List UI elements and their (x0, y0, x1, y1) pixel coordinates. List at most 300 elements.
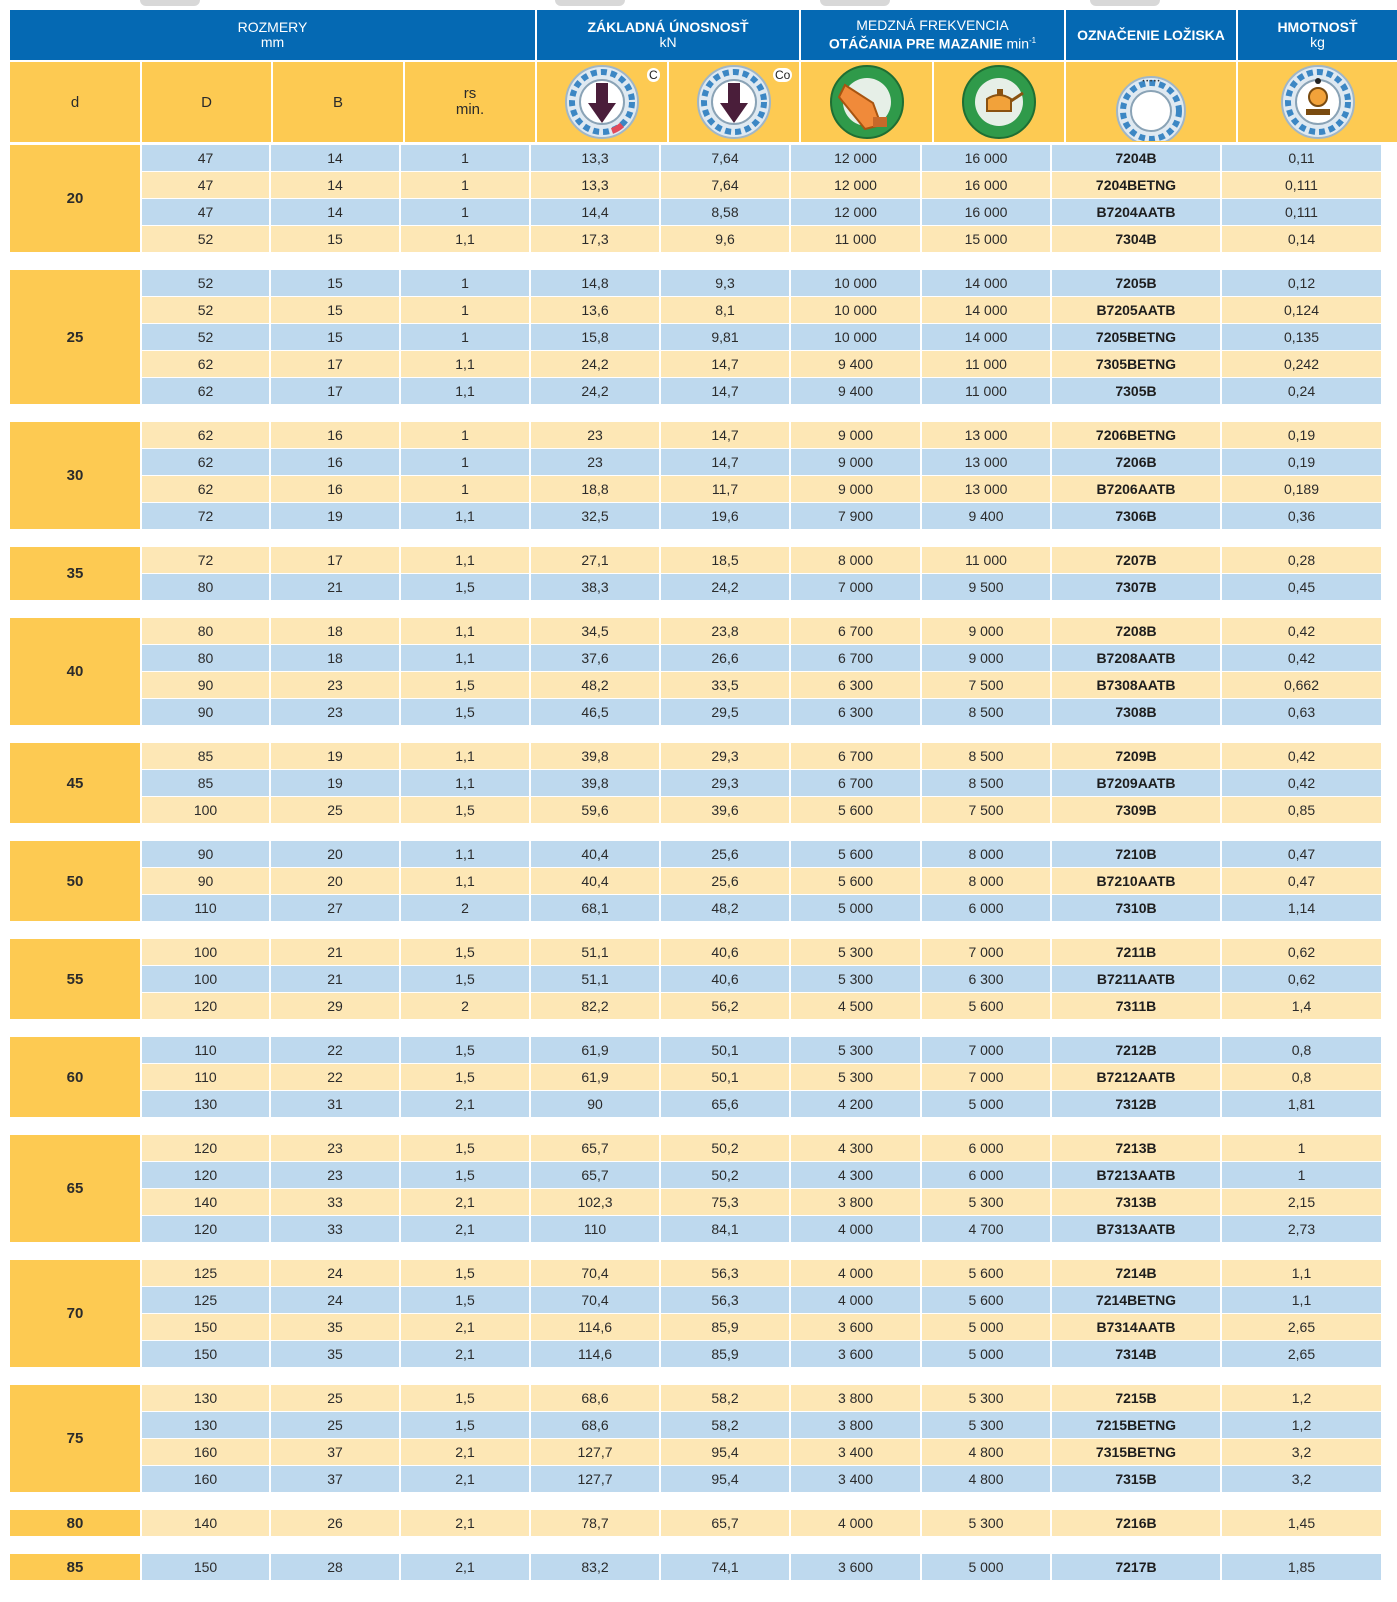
cell-designation: B7213AATB (1052, 1162, 1222, 1188)
cell-grease-limit: 4 000 (791, 1216, 922, 1242)
table-row (142, 145, 1381, 171)
table-row (142, 503, 1381, 529)
cell-designation: 7216B (1052, 1510, 1222, 1536)
cell-grease-limit: 9 400 (791, 378, 922, 404)
cell-designation: 7312B (1052, 1091, 1222, 1117)
cell-designation: B7206AATB (1052, 476, 1222, 502)
table-row (142, 1135, 1381, 1161)
cell-designation: 7308B (1052, 699, 1222, 725)
cell-co: 50,2 (661, 1135, 791, 1161)
cell-designation: 7211B (1052, 939, 1222, 965)
cell-c: 110 (531, 1216, 661, 1242)
group-d-cell: 45 (10, 743, 140, 823)
cell-D: 90 (142, 841, 271, 867)
bearing-dynamic-load-icon (560, 63, 644, 141)
cell-co: 25,6 (661, 868, 791, 894)
cell-designation: 7311B (1052, 993, 1222, 1019)
header-frekvencia-line2: OTÁČANIA PRE MAZANIE (828, 35, 1003, 52)
cell-co: 8,1 (661, 297, 791, 323)
table-row (142, 1064, 1381, 1090)
cell-c: 68,6 (531, 1412, 661, 1438)
cell-c: 13,3 (531, 172, 661, 198)
table-row (142, 422, 1381, 448)
table-row (142, 618, 1381, 644)
cell-designation: 7209B (1052, 743, 1222, 769)
cell-co: 40,6 (661, 939, 791, 965)
cell-weight: 3,2 (1222, 1439, 1381, 1465)
cell-designation: B7204AATB (1052, 199, 1222, 225)
cell-rs: 1,5 (401, 1287, 531, 1313)
cell-co: 40,6 (661, 966, 791, 992)
cell-D: 47 (142, 172, 271, 198)
cell-oil-limit: 13 000 (922, 449, 1052, 475)
cell-B: 17 (271, 378, 401, 404)
cell-c: 38,3 (531, 574, 661, 600)
cell-oil-limit: 5 600 (922, 993, 1052, 1019)
cell-designation: B7210AATB (1052, 868, 1222, 894)
cell-c: 27,1 (531, 547, 661, 573)
cell-co: 29,5 (661, 699, 791, 725)
cell-c: 15,8 (531, 324, 661, 350)
cell-weight: 2,65 (1222, 1341, 1381, 1367)
cell-rs: 1,1 (401, 226, 531, 252)
cell-rs: 1 (401, 145, 531, 171)
cell-designation: 7305BETNG (1052, 351, 1222, 377)
c-tag: C (649, 68, 658, 82)
cell-rs: 2,1 (401, 1341, 531, 1367)
cell-weight: 0,242 (1222, 351, 1381, 377)
top-decoration (820, 0, 890, 6)
cell-grease-limit: 5 000 (791, 895, 922, 921)
cell-D: 120 (142, 1216, 271, 1242)
cell-oil-limit: 5 600 (922, 1287, 1052, 1313)
cell-D: 130 (142, 1412, 271, 1438)
table-row (142, 1412, 1381, 1438)
cell-co: 65,6 (661, 1091, 791, 1117)
cell-oil-limit: 5 000 (922, 1091, 1052, 1117)
cell-rs: 1,1 (401, 351, 531, 377)
cell-B: 33 (271, 1216, 401, 1242)
cell-D: 150 (142, 1554, 271, 1580)
cell-B: 22 (271, 1064, 401, 1090)
table-row (142, 1466, 1381, 1492)
group-d-cell: 60 (10, 1037, 140, 1117)
cell-designation: B7313AATB (1052, 1216, 1222, 1242)
table-row (142, 797, 1381, 823)
cell-c: 70,4 (531, 1287, 661, 1313)
cell-oil-limit: 6 000 (922, 1162, 1052, 1188)
cell-oil-limit: 6 000 (922, 1135, 1052, 1161)
cell-D: 150 (142, 1314, 271, 1340)
cell-c: 40,4 (531, 868, 661, 894)
cell-grease-limit: 7 900 (791, 503, 922, 529)
cell-c: 46,5 (531, 699, 661, 725)
cell-co: 56,3 (661, 1287, 791, 1313)
cell-rs: 1,1 (401, 378, 531, 404)
cell-co: 50,2 (661, 1162, 791, 1188)
cell-B: 25 (271, 1385, 401, 1411)
subheader-B-label: B (332, 93, 343, 111)
cell-weight: 1,45 (1222, 1510, 1381, 1536)
cell-B: 18 (271, 618, 401, 644)
cell-B: 16 (271, 449, 401, 475)
cell-weight: 1,4 (1222, 993, 1381, 1019)
cell-oil-limit: 11 000 (922, 351, 1052, 377)
cell-c: 127,7 (531, 1466, 661, 1492)
cell-grease-limit: 6 300 (791, 672, 922, 698)
cell-B: 23 (271, 1135, 401, 1161)
header-unosnost (537, 10, 799, 60)
cell-oil-limit: 13 000 (922, 422, 1052, 448)
cell-co: 85,9 (661, 1341, 791, 1367)
cell-oil-limit: 11 000 (922, 378, 1052, 404)
cell-D: 100 (142, 939, 271, 965)
cell-D: 62 (142, 449, 271, 475)
subheader-grease (801, 62, 932, 142)
cell-D: 62 (142, 351, 271, 377)
table-row (142, 270, 1381, 296)
cell-co: 18,5 (661, 547, 791, 573)
cell-co: 7,64 (661, 172, 791, 198)
cell-rs: 2,1 (401, 1091, 531, 1117)
cell-D: 110 (142, 1037, 271, 1063)
table-row (142, 1162, 1381, 1188)
cell-rs: 1,1 (401, 841, 531, 867)
cell-weight: 0,85 (1222, 797, 1381, 823)
cell-c: 68,1 (531, 895, 661, 921)
cell-B: 15 (271, 226, 401, 252)
cell-grease-limit: 4 300 (791, 1162, 922, 1188)
cell-oil-limit: 9 000 (922, 645, 1052, 671)
cell-weight: 0,62 (1222, 966, 1381, 992)
cell-D: 140 (142, 1510, 271, 1536)
table-row (142, 226, 1381, 252)
cell-co: 84,1 (661, 1216, 791, 1242)
top-decoration (555, 0, 625, 6)
cell-oil-limit: 16 000 (922, 172, 1052, 198)
table-row (142, 1314, 1381, 1340)
cell-weight: 1,85 (1222, 1554, 1381, 1580)
cell-oil-limit: 9 500 (922, 574, 1052, 600)
group-d-cell: 80 (10, 1510, 140, 1536)
cell-weight: 0,36 (1222, 503, 1381, 529)
cell-grease-limit: 5 600 (791, 841, 922, 867)
cell-D: 100 (142, 797, 271, 823)
cell-B: 23 (271, 672, 401, 698)
cell-grease-limit: 5 300 (791, 1037, 922, 1063)
cell-designation: 7314B (1052, 1341, 1222, 1367)
cell-oil-limit: 16 000 (922, 199, 1052, 225)
cell-B: 19 (271, 503, 401, 529)
cell-oil-limit: 8 500 (922, 770, 1052, 796)
cell-co: 14,7 (661, 351, 791, 377)
cell-rs: 1,5 (401, 699, 531, 725)
cell-designation: 7310B (1052, 895, 1222, 921)
cell-weight: 1 (1222, 1162, 1381, 1188)
cell-D: 72 (142, 503, 271, 529)
cell-grease-limit: 10 000 (791, 324, 922, 350)
cell-B: 23 (271, 699, 401, 725)
table-row (142, 1260, 1381, 1286)
cell-B: 24 (271, 1287, 401, 1313)
table-row (142, 199, 1381, 225)
table-row (142, 841, 1381, 867)
cell-weight: 0,189 (1222, 476, 1381, 502)
cell-weight: 0,42 (1222, 743, 1381, 769)
cell-grease-limit: 5 600 (791, 797, 922, 823)
group-d-cell: 25 (10, 270, 140, 404)
cell-c: 48,2 (531, 672, 661, 698)
cell-weight: 0,28 (1222, 547, 1381, 573)
header-oznacenie (1066, 10, 1236, 60)
cell-weight: 0,111 (1222, 199, 1381, 225)
cell-grease-limit: 3 600 (791, 1314, 922, 1340)
cell-rs: 1 (401, 422, 531, 448)
subheader-rs-label: rs (463, 85, 477, 102)
cell-co: 11,7 (661, 476, 791, 502)
cell-grease-limit: 5 300 (791, 939, 922, 965)
header-oznacenie-label: OZNAČENIE LOŽISKA (1077, 26, 1225, 43)
cell-co: 9,3 (661, 270, 791, 296)
cell-weight: 2,15 (1222, 1189, 1381, 1215)
cell-weight: 1,2 (1222, 1385, 1381, 1411)
cell-weight: 0,42 (1222, 645, 1381, 671)
cell-rs: 1,1 (401, 645, 531, 671)
cell-co: 85,9 (661, 1314, 791, 1340)
cell-D: 80 (142, 618, 271, 644)
cell-weight: 0,662 (1222, 672, 1381, 698)
cell-D: 85 (142, 743, 271, 769)
cell-rs: 1,1 (401, 743, 531, 769)
cell-B: 37 (271, 1466, 401, 1492)
co-tag: Co (775, 68, 791, 82)
header-hmotnost-label: HMOTNOSŤ (1277, 19, 1358, 35)
cell-rs: 1,5 (401, 1260, 531, 1286)
cell-designation: 7306B (1052, 503, 1222, 529)
cell-oil-limit: 4 700 (922, 1216, 1052, 1242)
cell-grease-limit: 4 500 (791, 993, 922, 1019)
cell-weight: 0,111 (1222, 172, 1381, 198)
cell-grease-limit: 4 000 (791, 1287, 922, 1313)
cell-co: 48,2 (661, 895, 791, 921)
cell-designation: 7315BETNG (1052, 1439, 1222, 1465)
cell-rs: 2,1 (401, 1554, 531, 1580)
cell-D: 47 (142, 145, 271, 171)
cell-B: 14 (271, 172, 401, 198)
cell-grease-limit: 4 300 (791, 1135, 922, 1161)
subheader-oil (934, 62, 1064, 142)
cell-weight: 0,8 (1222, 1037, 1381, 1063)
header-frekvencia (801, 10, 1064, 60)
table-row (142, 672, 1381, 698)
cell-oil-limit: 5 300 (922, 1510, 1052, 1536)
cell-grease-limit: 6 300 (791, 699, 922, 725)
cell-co: 14,7 (661, 449, 791, 475)
group-d-cell: 50 (10, 841, 140, 921)
cell-c: 90 (531, 1091, 661, 1117)
cell-D: 62 (142, 422, 271, 448)
cell-weight: 0,14 (1222, 226, 1381, 252)
table-row (142, 547, 1381, 573)
cell-grease-limit: 5 300 (791, 966, 922, 992)
cell-designation: B7209AATB (1052, 770, 1222, 796)
cell-D: 120 (142, 1162, 271, 1188)
cell-rs: 1,5 (401, 939, 531, 965)
header-frekvencia-unit: min (1006, 35, 1030, 52)
cell-designation: 7213B (1052, 1135, 1222, 1161)
top-decoration (1090, 0, 1160, 6)
group-d-cell: 40 (10, 618, 140, 725)
cell-D: 125 (142, 1287, 271, 1313)
table-row (142, 645, 1381, 671)
cell-D: 160 (142, 1466, 271, 1492)
cell-oil-limit: 5 000 (922, 1314, 1052, 1340)
table-row (142, 1287, 1381, 1313)
cell-co: 58,2 (661, 1412, 791, 1438)
bearing-weight-icon (1276, 63, 1360, 141)
cell-co: 50,1 (661, 1037, 791, 1063)
cell-co: 29,3 (661, 770, 791, 796)
cell-B: 21 (271, 939, 401, 965)
cell-B: 28 (271, 1554, 401, 1580)
table-row (142, 895, 1381, 921)
cell-B: 17 (271, 351, 401, 377)
cell-D: 80 (142, 574, 271, 600)
cell-co: 56,2 (661, 993, 791, 1019)
cell-rs: 1,5 (401, 1162, 531, 1188)
table-row (142, 939, 1381, 965)
cell-B: 35 (271, 1314, 401, 1340)
cell-rs: 1 (401, 476, 531, 502)
cell-D: 80 (142, 645, 271, 671)
cell-grease-limit: 5 300 (791, 1064, 922, 1090)
cell-grease-limit: 7 000 (791, 574, 922, 600)
cell-oil-limit: 4 800 (922, 1466, 1052, 1492)
table-row (142, 1037, 1381, 1063)
cell-designation: 7214B (1052, 1260, 1222, 1286)
cell-c: 65,7 (531, 1162, 661, 1188)
cell-weight: 1 (1222, 1135, 1381, 1161)
cell-rs: 1,5 (401, 797, 531, 823)
cell-B: 14 (271, 145, 401, 171)
table-row (142, 1091, 1381, 1117)
cell-co: 74,1 (661, 1554, 791, 1580)
cell-oil-limit: 8 000 (922, 841, 1052, 867)
cell-c: 51,1 (531, 966, 661, 992)
cell-oil-limit: 9 000 (922, 618, 1052, 644)
svg-text:• • • • •: • • • • • (1142, 79, 1160, 85)
cell-rs: 1,5 (401, 1037, 531, 1063)
table-row (142, 868, 1381, 894)
cell-oil-limit: 5 000 (922, 1341, 1052, 1367)
cell-D: 85 (142, 770, 271, 796)
cell-weight: 1,2 (1222, 1412, 1381, 1438)
cell-co: 50,1 (661, 1064, 791, 1090)
cell-c: 65,7 (531, 1135, 661, 1161)
table-row (142, 378, 1381, 404)
cell-rs: 1 (401, 172, 531, 198)
cell-rs: 2,1 (401, 1189, 531, 1215)
cell-co: 26,6 (661, 645, 791, 671)
cell-c: 40,4 (531, 841, 661, 867)
cell-c: 39,8 (531, 770, 661, 796)
cell-B: 17 (271, 547, 401, 573)
cell-D: 52 (142, 297, 271, 323)
cell-weight: 0,135 (1222, 324, 1381, 350)
cell-weight: 1,81 (1222, 1091, 1381, 1117)
cell-designation: 7205B (1052, 270, 1222, 296)
cell-D: 62 (142, 378, 271, 404)
subheader-designation (1066, 62, 1236, 142)
cell-c: 13,6 (531, 297, 661, 323)
table-row (142, 699, 1381, 725)
cell-B: 24 (271, 1260, 401, 1286)
cell-grease-limit: 4 200 (791, 1091, 922, 1117)
oil-lubrication-icon (957, 63, 1041, 141)
cell-rs: 1 (401, 199, 531, 225)
cell-rs: 1,1 (401, 618, 531, 644)
cell-oil-limit: 7 000 (922, 1037, 1052, 1063)
group-d-cell: 75 (10, 1385, 140, 1492)
cell-oil-limit: 4 800 (922, 1439, 1052, 1465)
cell-co: 25,6 (661, 841, 791, 867)
cell-c: 37,6 (531, 645, 661, 671)
cell-B: 33 (271, 1189, 401, 1215)
cell-D: 125 (142, 1260, 271, 1286)
cell-c: 17,3 (531, 226, 661, 252)
cell-designation: 7307B (1052, 574, 1222, 600)
cell-c: 114,6 (531, 1314, 661, 1340)
cell-rs: 1,1 (401, 868, 531, 894)
cell-designation: 7204B (1052, 145, 1222, 171)
cell-c: 32,5 (531, 503, 661, 529)
cell-weight: 0,124 (1222, 297, 1381, 323)
cell-grease-limit: 11 000 (791, 226, 922, 252)
cell-co: 39,6 (661, 797, 791, 823)
table-row (142, 351, 1381, 377)
cell-designation: 7309B (1052, 797, 1222, 823)
cell-oil-limit: 7 000 (922, 1064, 1052, 1090)
subheader-c (537, 62, 667, 142)
cell-grease-limit: 4 000 (791, 1260, 922, 1286)
cell-oil-limit: 16 000 (922, 145, 1052, 171)
cell-weight: 0,8 (1222, 1064, 1381, 1090)
header-frekvencia-exp: -1 (1029, 36, 1037, 46)
cell-designation: 7315B (1052, 1466, 1222, 1492)
cell-c: 51,1 (531, 939, 661, 965)
cell-designation: 7313B (1052, 1189, 1222, 1215)
cell-rs: 1,5 (401, 672, 531, 698)
cell-B: 15 (271, 270, 401, 296)
cell-c: 83,2 (531, 1554, 661, 1580)
subheader-D-label: D (201, 93, 212, 111)
cell-c: 23 (531, 422, 661, 448)
header-hmotnost-unit: kg (1310, 34, 1325, 50)
cell-grease-limit: 6 700 (791, 618, 922, 644)
cell-D: 47 (142, 199, 271, 225)
cell-grease-limit: 3 800 (791, 1385, 922, 1411)
cell-grease-limit: 6 700 (791, 743, 922, 769)
cell-weight: 0,47 (1222, 841, 1381, 867)
cell-B: 18 (271, 645, 401, 671)
cell-B: 20 (271, 868, 401, 894)
cell-designation: 7212B (1052, 1037, 1222, 1063)
cell-oil-limit: 11 000 (922, 547, 1052, 573)
cell-B: 37 (271, 1439, 401, 1465)
group-d-cell: 30 (10, 422, 140, 529)
cell-B: 26 (271, 1510, 401, 1536)
table-row (142, 574, 1381, 600)
